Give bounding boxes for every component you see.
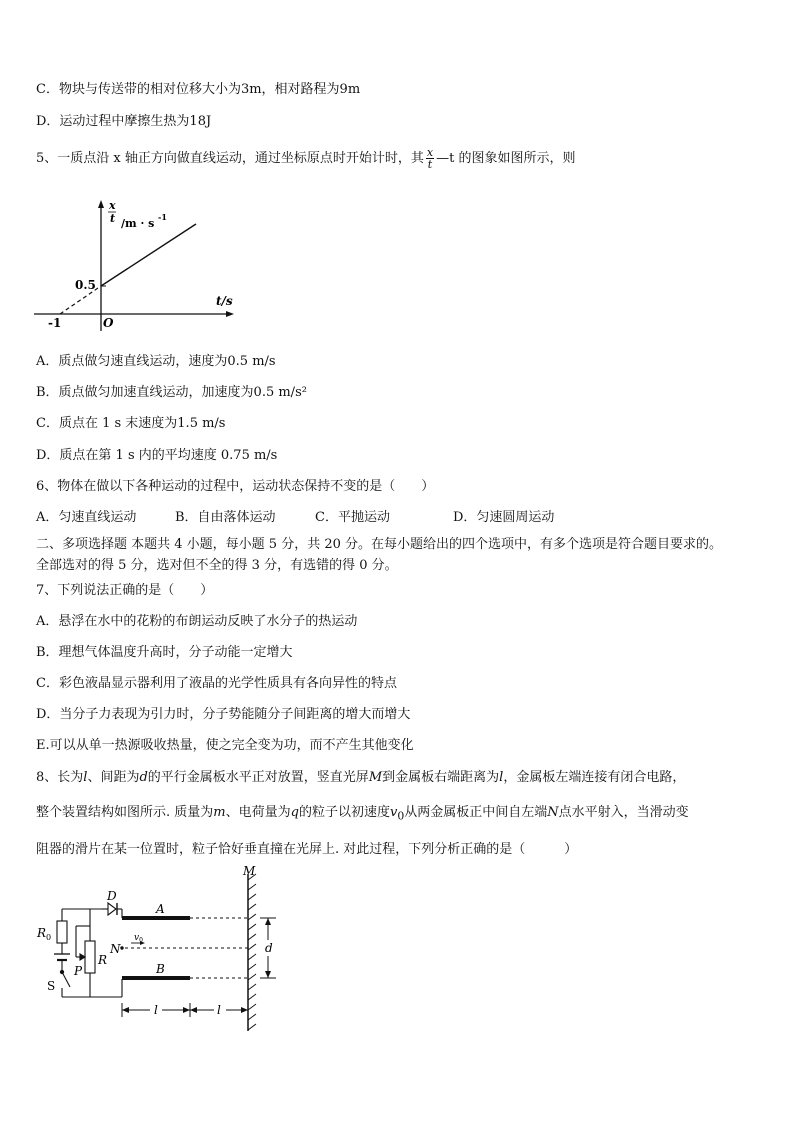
q8-l1-c: 的平行金属板水平正对放置，竖直光屏 bbox=[147, 770, 369, 785]
q8-label-d-diode: D bbox=[107, 889, 117, 903]
q5-origin-label: O bbox=[103, 316, 114, 330]
section2-line2: 全部选对的得 5 分，选对但不全的得 3 分，有选错的得 0 分。 bbox=[36, 558, 398, 573]
q8-slider-arrow bbox=[80, 954, 85, 960]
q8-stem-line3: 阻器的滑片在某一位置时，粒子恰好垂直撞在光屏上. 对此过程，下列分析正确的是（ ） bbox=[36, 842, 578, 857]
q8-label-l1: l bbox=[154, 1003, 158, 1017]
q5-stem-part2: —t 的图象如图所示，则 bbox=[436, 151, 576, 166]
q7-stem: 7、下列说法正确的是（ ） bbox=[36, 583, 214, 598]
q8-label-d-distance: d bbox=[265, 941, 273, 955]
q8-var-l-2: l bbox=[499, 770, 504, 785]
q8-var-m-screen: M bbox=[368, 770, 383, 785]
q6-stem: 6、物体在做以下各种运动的过程中，运动状态保持不变的是（ ） bbox=[36, 479, 435, 494]
q5-option-c: C．质点在 1 s 末速度为1.5 m/s bbox=[36, 416, 226, 431]
q5-y-label-den: t bbox=[110, 212, 116, 225]
q5-velocity-graph bbox=[30, 196, 245, 336]
q8-label-plate-a: A bbox=[156, 902, 165, 916]
q5-x-intercept-label: -1 bbox=[48, 316, 62, 330]
q8-plate-a bbox=[122, 916, 190, 920]
q8-rheostat-r bbox=[85, 941, 95, 973]
q8-var-mass: m bbox=[213, 805, 226, 820]
q7-option-b: B．理想气体温度升高时，分子动能一定增大 bbox=[36, 645, 293, 660]
q5-frac-num: x bbox=[426, 146, 434, 159]
q8-label-p: P bbox=[74, 964, 83, 978]
q7-option-c: C．彩色液晶显示器利用了液晶的光学性质具有各向异性的特点 bbox=[36, 676, 397, 691]
q7-option-e: E.可以从单一热源吸收热量，使之完全变为功，而不产生其他变化 bbox=[36, 738, 414, 753]
q8-switch-lever bbox=[62, 972, 70, 987]
q8-var-v: v bbox=[389, 805, 398, 820]
q8-label-plate-b: B bbox=[156, 962, 165, 976]
q6-options bbox=[36, 508, 554, 528]
q5-option-b: B．质点做匀加速直线运动，加速度为0.5 m/s² bbox=[36, 385, 307, 400]
q8-plate-b bbox=[122, 976, 190, 980]
q8-stem-line2 bbox=[36, 803, 689, 827]
q8-l2-e: 点水平射入，当滑动变 bbox=[558, 805, 689, 820]
q8-label-r0: $R_0$ bbox=[37, 926, 52, 942]
q8-d-arrow-up bbox=[265, 918, 271, 925]
q8-screen-hatching bbox=[248, 874, 256, 1030]
q7-option-a: A．悬浮在水中的花粉的布朗运动反映了水分子的热运动 bbox=[36, 614, 358, 629]
q8-label-r: R bbox=[98, 953, 108, 967]
q5-x-axis-arrow bbox=[226, 311, 234, 317]
q5-stem-part1: 5、一质点沿 x 轴正方向做直线运动，通过坐标原点时开始计时，其 bbox=[36, 151, 424, 166]
section2-line1: 二、多项选择题 本题共 4 小题，每小题 5 分，共 20 分。在每小题给出的四个选项中，有多个选项是符合题目要求的。 bbox=[36, 537, 723, 552]
q8-l2-d: 从两金属板正中间自左端 bbox=[404, 805, 548, 820]
q8-resistor-r0 bbox=[57, 921, 67, 943]
q8-l2-c: 的粒子以初速度 bbox=[298, 805, 390, 820]
q8-label-s: S bbox=[47, 979, 56, 993]
q8-l1-d: 到金属板右端距离为 bbox=[382, 770, 500, 785]
q8-label-l2: l bbox=[217, 1003, 221, 1017]
q8-d-arrow-down bbox=[265, 971, 271, 978]
q8-circuit-diagram bbox=[30, 866, 280, 1036]
q8-var-q: q bbox=[290, 805, 299, 820]
q5-option-a: A．质点做匀速直线运动，速度为0.5 m/s bbox=[36, 354, 276, 369]
q6-option-b: B．自由落体运动 bbox=[175, 510, 276, 525]
q8-l1-arrow-left bbox=[122, 1007, 129, 1013]
q5-y-unit-exp: -1 bbox=[158, 212, 167, 222]
q8-var-d: d bbox=[139, 770, 148, 785]
q8-var-n: N bbox=[547, 805, 559, 820]
q8-l2-arrow-left bbox=[190, 1007, 197, 1013]
q8-point-n bbox=[120, 946, 123, 949]
q8-l2-a: 整个装置结构如图所示. 质量为 bbox=[36, 805, 214, 820]
q8-l1-a: 8、长为 bbox=[36, 770, 84, 785]
q5-frac-den: t bbox=[427, 158, 433, 171]
q8-stem-line1 bbox=[36, 768, 685, 788]
q8-label-v0: $v_0$ bbox=[134, 933, 143, 944]
q7-option-d: D．当分子力表现为引力时，分子势能随分子间距离的增大而增大 bbox=[36, 707, 411, 722]
q4-option-c: C．物块与传送带的相对位移大小为3m，相对路程为9m bbox=[36, 82, 361, 97]
q8-l1-arrow-right bbox=[183, 1007, 190, 1013]
q8-l2-b: 、电荷量为 bbox=[225, 805, 291, 820]
q8-diode-triangle bbox=[108, 903, 116, 915]
q6-option-a: A．匀速直线运动 bbox=[36, 510, 137, 525]
q5-y-unit: /m · s bbox=[121, 217, 155, 230]
q6-option-d: D．匀速圆周运动 bbox=[453, 510, 555, 525]
q5-option-d: D．质点在第 1 s 内的平均速度 0.75 m/s bbox=[36, 448, 278, 463]
q5-x-axis-label: t/s bbox=[216, 294, 233, 308]
q5-y-intercept-label: 0.5 bbox=[75, 278, 96, 292]
q8-l1-e: ，金属板左端连接有闭合电路， bbox=[503, 770, 686, 785]
q8-l1-b: 、间距为 bbox=[87, 770, 140, 785]
q5-y-label-num: x bbox=[109, 199, 116, 212]
q8-label-n: N bbox=[110, 942, 121, 956]
q5-y-axis-arrow bbox=[98, 200, 104, 208]
q5-stem bbox=[36, 146, 575, 172]
q4-option-d: D．运动过程中摩擦生热为18J bbox=[36, 114, 212, 129]
q8-label-m-screen: M bbox=[243, 866, 256, 878]
q8-l2-arrow-right bbox=[241, 1007, 248, 1013]
q5-data-line bbox=[101, 224, 196, 286]
q8-var-l: l bbox=[83, 770, 88, 785]
q5-stem-fraction bbox=[426, 147, 434, 170]
q8-var-v-sub: 0 bbox=[397, 809, 405, 823]
q6-option-c: C．平抛运动 bbox=[315, 510, 390, 525]
